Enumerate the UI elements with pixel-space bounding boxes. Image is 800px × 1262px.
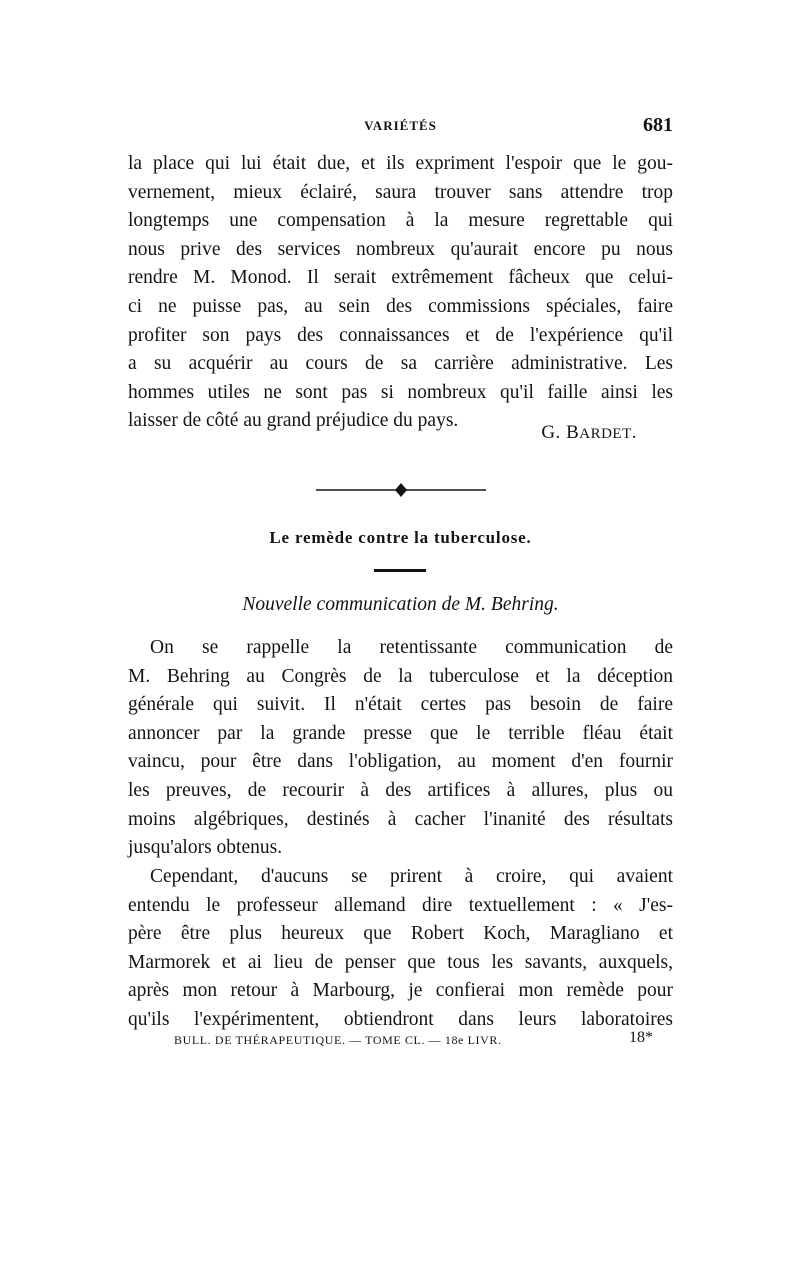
section-subtitle: Nouvelle communication de M. Behring. xyxy=(242,594,559,615)
text-line: après mon retour à Marbourg, je confierai mon remède pour xyxy=(128,980,673,1002)
text-line: rendre M. Monod. Il serait extrêmement fâcheux que celui- xyxy=(128,267,673,289)
running-head xyxy=(128,114,673,140)
text-line: hommes utiles ne sont pas si nombreux qu'il faille ainsi les xyxy=(128,381,673,403)
signature-surname-rest: ARDET xyxy=(579,426,632,442)
text-line: nous prive des services nombreux qu'aurait encore pu nous xyxy=(128,238,673,260)
section-title: Le remède contre la tuberculose. xyxy=(269,528,532,547)
footer-publication-line: BULL. DE THÉRAPEUTIQUE. — TOME CL. — 18e LIVR. xyxy=(174,1033,502,1047)
text-line: annoncer par la grande presse que le terrible fléau était xyxy=(128,722,673,744)
text-line: vaincu, pour être dans l'obligation, au moment d'en fournir xyxy=(128,751,673,773)
text-line: jusqu'alors obtenus. xyxy=(128,837,283,859)
text-line: ci ne puisse pas, au sein des commissions spéciales, faire xyxy=(128,295,673,317)
text-line: Marmorek et ai lieu de penser que tous les savants, auxquels, xyxy=(128,951,673,973)
text-line: Cependant, d'aucuns se prirent à croire, qui avaient xyxy=(150,866,673,887)
running-title: VARIÉTÉS xyxy=(364,118,437,133)
footer-signature-mark: 18* xyxy=(629,1029,653,1046)
text-line: vernement, mieux éclairé, saura trouver sans attendre trop xyxy=(128,181,673,203)
author-signature xyxy=(541,422,637,444)
article-2-paragraph-1 xyxy=(128,634,673,863)
text-line: qu'ils l'expérimentent, obtiendront dans leurs laboratoires xyxy=(128,1008,673,1030)
text-line: longtemps une compensation à la mesure regrettable qui xyxy=(128,210,673,232)
text-line: M. Behring au Congrès de la tuberculose et la déception xyxy=(128,665,673,687)
text-line: a su acquérir au cours de sa carrière administrative. Les xyxy=(128,353,673,375)
text-line: On se rappelle la retentissante communication de xyxy=(150,637,673,658)
signature-initial: G. xyxy=(541,422,561,443)
text-line: profiter son pays des connaissances et de l'expérience qu'il xyxy=(128,324,673,346)
signature-surname-first: B xyxy=(566,422,580,443)
title-rule xyxy=(374,569,426,572)
section-divider-ornament xyxy=(316,480,486,500)
text-line: entendu le professeur allemand dire textuellement : « J'es- xyxy=(128,894,673,916)
page-footer xyxy=(128,1027,673,1051)
text-line: la place qui lui était due, et ils expriment l'espoir que le gou- xyxy=(128,153,673,174)
text-line: générale qui suivit. Il n'était certes pas besoin de faire xyxy=(128,694,673,716)
text-line: moins algébriques, destinés à cacher l'inanité des résultats xyxy=(128,808,673,830)
article-2-paragraph-2 xyxy=(128,863,673,1035)
text-line: laisser de côté au grand préjudice du pays. xyxy=(128,410,459,432)
signature-trailing: . xyxy=(631,422,637,443)
book-page xyxy=(128,0,673,1262)
page-number: 681 xyxy=(643,114,673,136)
text-line: père être plus heureux que Robert Koch, Maragliano et xyxy=(128,923,673,945)
article-1-paragraph xyxy=(128,150,673,436)
text-line: les preuves, de recourir à des artifices à allures, plus ou xyxy=(128,779,673,801)
